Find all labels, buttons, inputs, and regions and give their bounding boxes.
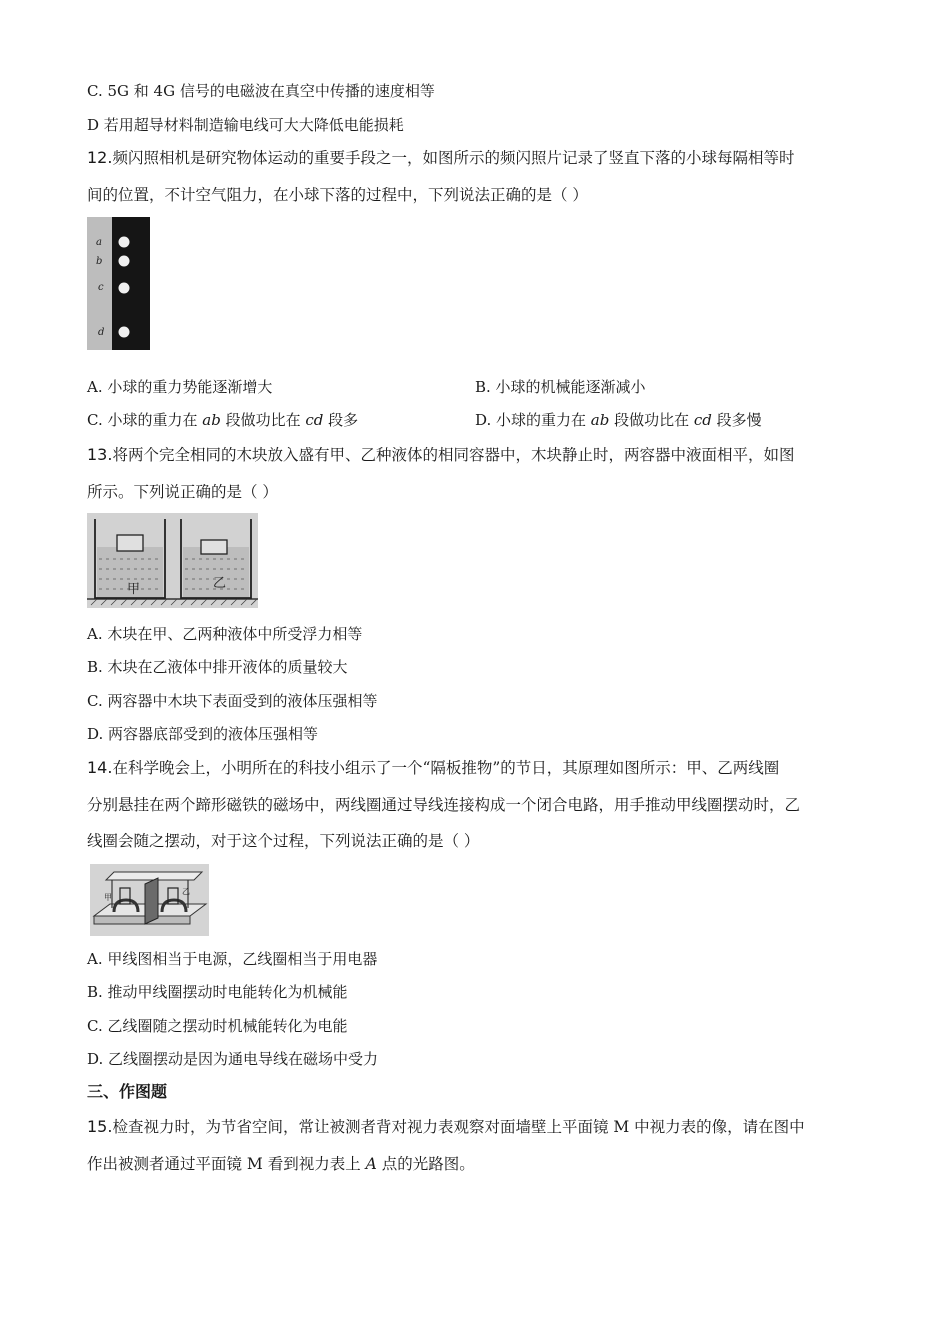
q13-containers-figure <box>87 513 258 608</box>
q14-coils-figure <box>90 864 209 936</box>
label-coil-jia: 甲 <box>104 893 112 902</box>
q14-number: 14. <box>87 758 113 777</box>
label-c: c <box>98 282 104 293</box>
q13-option-a: A. 木块在甲、乙两种液体中所受浮力相等 <box>87 625 363 643</box>
label-b: b <box>96 256 103 267</box>
ball-b <box>119 256 130 267</box>
q12-strobe-photo <box>87 217 150 350</box>
q12-option-a: A. 小球的重力势能逐渐增大 <box>87 378 273 396</box>
q12-text-line1: 频闪照相机是研究物体运动的重要手段之一，如图所示的频闪照片记录了竖直下落的小球每隔相等时 <box>112 149 795 167</box>
ball-c <box>119 283 130 294</box>
q12-stem-line2: 间的位置，不计空气阻力，在小球下落的过程中，下列说法正确的是（ ） <box>87 186 588 204</box>
q14-stem-line3: 线圈会随之摆动，对于这个过程，下列说法正确的是（ ） <box>87 832 480 850</box>
q11-option-c: C. 5G 和 4G 信号的电磁波在真空中传播的速度相等 <box>87 82 435 100</box>
label-yi: 乙 <box>213 576 227 591</box>
q14-option-a: A. 甲线图相当于电源，乙线圈相当于用电器 <box>87 950 378 968</box>
label-jia: 甲 <box>127 582 141 597</box>
q13-stem-line1 <box>87 444 794 466</box>
ball-d <box>119 327 130 338</box>
q13-option-d: D. 两容器底部受到的液体压强相等 <box>87 725 319 743</box>
q14-stem-line1 <box>87 757 779 779</box>
label-d: d <box>98 327 105 338</box>
label-a: a <box>96 237 102 248</box>
block-right <box>201 540 227 554</box>
section-heading-drawing: 三、作图题 <box>87 1082 168 1101</box>
q14-option-b: B. 推动甲线圈摆动时电能转化为机械能 <box>87 983 348 1001</box>
q14-stem-line2: 分别悬挂在两个蹄形磁铁的磁场中，两线圈通过导线连接构成一个闭合电路，用手推动甲线圈摆动时，乙 <box>87 796 801 814</box>
block-left <box>117 535 143 551</box>
label-coil-yi: 乙 <box>182 887 190 896</box>
q12-option-c: C. 小球的重力在 ab 段做功比在 cd 段多 <box>87 411 359 429</box>
q12-stem-line1 <box>87 147 794 169</box>
q15-number: 15. <box>87 1117 113 1136</box>
q13-containers-svg <box>87 513 258 608</box>
q12-number: 12. <box>87 148 113 167</box>
q13-option-b: B. 木块在乙液体中排开液体的质量较大 <box>87 658 348 676</box>
q14-text-line1: 在科学晚会上，小明所在的科技小组示了一个“隔板推物”的节日，其原理如图所示：甲、乙两线圈 <box>112 759 780 777</box>
q12-option-d: D. 小球的重力在 ab 段做功比在 cd 段多慢 <box>475 411 762 429</box>
ball-a <box>119 237 130 248</box>
q13-stem-line2: 所示。下列说正确的是（ ） <box>87 483 278 501</box>
q13-number: 13. <box>87 445 113 464</box>
partition <box>145 878 158 924</box>
q14-option-c: C. 乙线圈随之摆动时机械能转化为电能 <box>87 1017 348 1035</box>
q13-text-line1: 将两个完全相同的木块放入盛有甲、乙种液体的相同容器中，木块静止时，两容器中液面相平，如图 <box>112 446 795 464</box>
q15-stem-line1 <box>87 1116 805 1138</box>
q11-option-d: D 若用超导材料制造输电线可大大降低电能损耗 <box>87 116 404 134</box>
q13-option-c: C. 两容器中木块下表面受到的液体压强相等 <box>87 692 378 710</box>
q12-option-b: B. 小球的机械能逐渐减小 <box>475 378 646 396</box>
q14-coils-svg <box>90 864 209 936</box>
q15-text-line1: 检查视力时，为节省空间，常让被测者背对视力表观察对面墙壁上平面镜 M 中视力表的像，请在图中 <box>112 1118 805 1136</box>
q12-strobe-svg <box>87 217 150 350</box>
q15-stem-line2: 作出被测者通过平面镜 M 看到视力表上 A 点的光路图。 <box>87 1155 475 1173</box>
q14-option-d: D. 乙线圈摆动是因为通电导线在磁场中受力 <box>87 1050 379 1068</box>
